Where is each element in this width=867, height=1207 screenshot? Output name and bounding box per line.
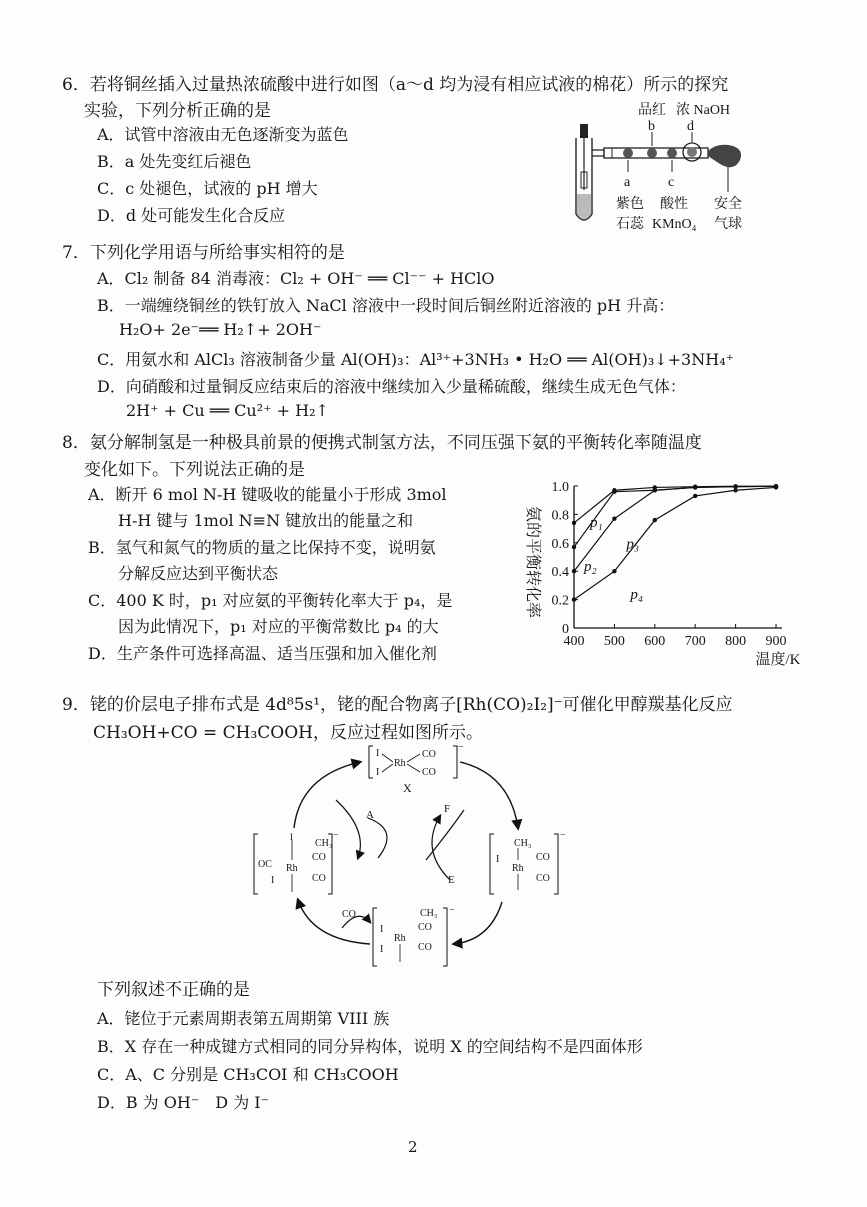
arrow-a-out [336,800,360,858]
series-label-4: p₄ [630,587,644,604]
cotton-d-icon [687,147,697,157]
q8-option-a-line2: H-H 键与 1mol N≡N 键放出的能量之和 [118,511,414,530]
label-e-species: E [448,874,455,886]
svg-text:CH₃: CH₃ [315,838,333,849]
complex-bottom [373,905,455,966]
q9-option-a: A．铑位于元素周期表第五周期第 VIII 族 [97,1009,390,1028]
chart-series [572,484,778,603]
svg-text:CO: CO [536,873,550,884]
emphasized-text: 不正确 [165,980,216,1000]
connector-tube-icon [592,150,604,156]
svg-text:I: I [271,875,275,886]
q9-stem-line2: CH₃OH+CO = CH₃COOH，反应过程如图所示。 [93,723,484,743]
label-a-species: A [366,809,374,821]
svg-text:OC: OC [258,859,272,870]
data-point [693,494,697,498]
safety-balloon-icon [708,145,741,167]
q8-option-b-line2: 分解反应达到平衡状态 [118,564,279,583]
label-d: d [687,119,694,134]
x-tick-label: 600 [644,634,666,649]
svg-text:−: − [333,830,339,841]
svg-text:Rh: Rh [394,758,406,769]
label-a: a [624,175,631,190]
series-label-1: p₁ [590,514,603,531]
label-zise: 紫色 [616,197,644,212]
data-point [653,518,657,522]
svg-text:CH₃: CH₃ [420,908,438,919]
label-suanxing: 酸性 [660,197,688,212]
label-x: X [403,781,412,795]
acid-liquid-icon [577,194,591,220]
y-tick-label: 0.6 [551,536,569,552]
x-tick-label: 400 [563,634,585,649]
label-qiqiu: 气球 [714,217,742,232]
data-point [572,569,576,573]
label-kmno4: KMnO₄ [652,217,697,232]
label-co-reagent: CO [342,909,356,920]
label-b: b [648,119,655,134]
chart-x-axis-label: 温度/K [755,652,801,668]
series-label-2: p₂ [584,559,597,576]
arrow-bottom-to-left [298,900,370,944]
y-tick-label: 0.4 [551,565,569,581]
q6-stem-line1: 6．若将铜丝插入过量热浓硫酸中进行如图（a～d 均为浸有相应试液的棉花）所示的探究 [62,75,729,95]
data-point [572,597,576,601]
data-point [572,521,576,525]
q9-option-b: B．X 存在一种成键方式相同的同分异构体，说明 X 的空间结构不是四面体形 [97,1037,643,1056]
svg-text:Rh: Rh [512,863,524,874]
label-anquan: 安全 [714,197,742,212]
data-point [774,485,778,489]
data-point [733,488,737,492]
svg-text:I: I [380,924,384,935]
data-point [612,489,616,493]
arrow-right-to-bottom [454,902,502,944]
q7-option-b-line1: B．一端缠绕铜丝的铁钉放入 NaCl 溶液中一段时间后铜丝附近溶液的 pH 升高： [97,296,675,315]
q7-option-d-line2: 2H⁺ + Cu ══ Cu²⁺ + H₂↑ [126,401,329,420]
svg-text:CO: CO [312,873,326,884]
series-label-3: p₃ [626,536,640,553]
svg-text:I: I [290,832,293,842]
q6-option-a: A．试管中溶液由无色逐渐变为蓝色 [97,125,349,144]
x-tick-label: 500 [603,634,625,649]
q6-option-d: D．d 处可能发生化合反应 [97,206,286,225]
q7-option-d-line1: D．向硝酸和过量铜反应结束后的溶液中继续加入少量稀硫酸，继续生成无色气体： [97,377,686,396]
svg-text:I: I [376,767,380,778]
arrow-a-curve [368,818,387,858]
svg-text:Rh: Rh [394,933,406,944]
svg-text:−: − [560,830,566,841]
y-tick-label: 1.0 [551,480,569,495]
data-point [612,569,616,573]
svg-text:Rh: Rh [286,863,298,874]
x-tick-label: 700 [684,634,706,649]
svg-text:I: I [376,748,380,759]
data-point [653,488,657,492]
conversion-rate-chart [508,470,808,670]
label-c: c [668,175,675,190]
cotton-b-icon [647,148,657,158]
catalytic-cycle-diagram [250,740,580,972]
svg-text:CO: CO [418,922,432,933]
q7-option-b-line2: H₂O+ 2e⁻══ H₂↑+ 2OH⁻ [119,320,322,339]
arrow-x-to-right [460,762,518,828]
svg-text:CO: CO [312,852,326,863]
stopper-icon [580,124,588,138]
q8-stem-line2: 变化如下。下列说法正确的是 [84,460,305,480]
cotton-a-icon [623,148,633,158]
q7-option-a: A．Cl₂ 制备 84 消毒液：Cl₂ + OH⁻ ══ Cl⁻⁻ + HClO [97,269,495,288]
complex-right [490,830,566,894]
svg-text:CH₃: CH₃ [514,838,532,849]
svg-text:CO: CO [418,942,432,953]
arrow-left-to-x [294,762,360,828]
q6-apparatus-figure [568,94,768,244]
series-line-4 [574,487,776,599]
q8-option-c-line1: C．400 K 时，p₁ 对应氨的平衡转化率大于 p₄，是 [88,591,453,610]
arrow-e-in [432,816,450,880]
q9-option-d: D．B 为 OH⁻ D 为 I⁻ [97,1093,270,1112]
q8-option-c-line2: 因为此情况下，p₁ 对应的平衡常数比 p₄ 的大 [118,617,439,636]
complex-left [254,830,339,894]
arrow-f-curve [426,810,464,860]
data-point [612,516,616,520]
data-point [572,545,576,549]
label-pinhong: 品红 [638,103,666,118]
y-tick-label: 0.2 [551,593,569,609]
label-naoh: 浓 NaOH [676,103,731,118]
svg-text:I: I [380,944,384,955]
svg-text:CO: CO [422,749,436,760]
x-tick-label: 900 [765,634,787,649]
q6-stem-line2: 实验，下列分析正确的是 [84,101,271,121]
data-point [693,485,697,489]
label-f-species: F [444,803,451,815]
svg-text:CO: CO [422,767,436,778]
q8-option-d: D．生产条件可选择高温、适当压强和加入催化剂 [88,644,437,663]
x-tick-label: 800 [725,634,747,649]
q9-stem-line1: 9．铑的价层电子排布式是 4d⁸5s¹，铑的配合物离子[Rh(CO)₂I₂]⁻可催化甲醇羰基化反应 [62,695,733,715]
svg-text:I: I [496,854,500,865]
svg-text:−: − [449,905,455,916]
series-line-2 [574,486,776,547]
q6-option-b: B．a 处先变红后褪色 [97,152,252,171]
cotton-c-icon [667,148,677,158]
q9-option-c: C．A、C 分别是 CH₃COI 和 CH₃COOH [97,1065,399,1084]
q8-option-b-line1: B．氢气和氮气的物质的量之比保持不变，说明氨 [88,538,436,557]
q6-option-c: C．c 处褪色，试液的 pH 增大 [97,179,318,198]
svg-text:−: − [458,742,464,753]
label-shirui: 石蕊 [616,217,644,232]
complex-x [369,742,464,795]
page-number: 2 [408,1138,418,1156]
y-tick-label: 0 [562,622,569,637]
y-tick-label: 0.8 [551,508,569,524]
q7-option-c: C．用氨水和 AlCl₃ 溶液制备少量 Al(OH)₃：Al³⁺+3NH₃ • H₂O ══ Al(OH)₃↓+3NH₄⁺ [97,350,735,369]
q7-stem: 7．下列化学用语与所给事实相符的是 [62,243,345,263]
svg-text:CO: CO [536,852,550,863]
chart-y-axis-label: 氨的平衡转化率 [524,505,541,619]
q9-question-stem: 下列叙述不正确的是 [97,980,250,1000]
q8-option-a-line1: A．断开 6 mol N-H 键吸收的能量小于形成 3mol [88,485,447,504]
q8-stem-line1: 8．氨分解制氢是一种极具前景的便携式制氢方法，不同压强下氨的平衡转化率随温度 [62,433,702,453]
